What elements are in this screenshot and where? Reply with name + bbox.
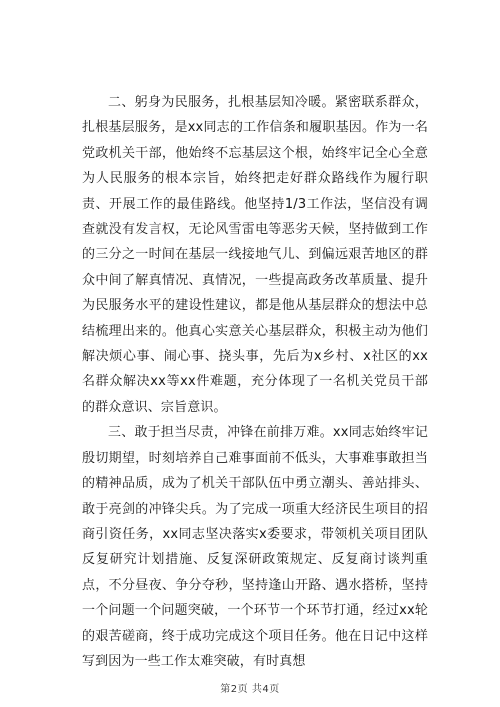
document-body <box>82 90 428 674</box>
paragraph-section-two: 二、躬身为民服务，扎根基层知冷暖。紧密联系群众，扎根基层服务，是xx同志的工作信条和履职基因。作为一名党政机关干部，他始终不忘基层这个根，始终牢记全心全意为人民服务的根本宗旨，始终把走好群众路线作为履行职责、开展工作的最佳路线。他坚持1/3工作法，坚信没有调查就没有发言权，无论风雪雷电等恶劣天候，坚持做到工作的三分之一时间在基层一线接地气儿、到偏远艰苦地区的群众中间了解真情况、真情况，一些提高政务改革质量、提升为民服务水平的建设性建议，都是他从基层群众的想法中总结梳理出来的。他真心实意关心基层群众，积极主动为他们解决烦心事、闹心事、挠头事，先后为x乡村、x社区的xx名群众解决xx等xx件难题，充分体现了一名机关党员干部的群众意识、宗旨意识。 <box>82 95 428 415</box>
page-number-footer: 第2页 共4页 <box>220 684 280 695</box>
paragraph-section-three: 三、敢于担当尽责，冲锋在前排万难。xx同志始终牢记殷切期望，时刻培养自己难事面前不低头，大事难事敢担当的精神品质，成为了机关干部队伍中勇立潮头、善站排头、敢于亮剑的冲锋尖兵。为了完成一项重大经济民生项目的招商引资任务，xx同志坚决落实x委要求，带领机关项目团队反复研究计划措施、反复深研政策规定、反复商讨谈判重点，不分昼夜、争分夺秒，坚持逢山开路、遇水搭桥，坚持一个问题一个问题突破，一个环节一个环节打通，经过xx轮的艰苦磋商，终于成功完成这个项目任务。他在日记中这样写到因为一些工作太难突破，有时真想 <box>82 425 428 669</box>
